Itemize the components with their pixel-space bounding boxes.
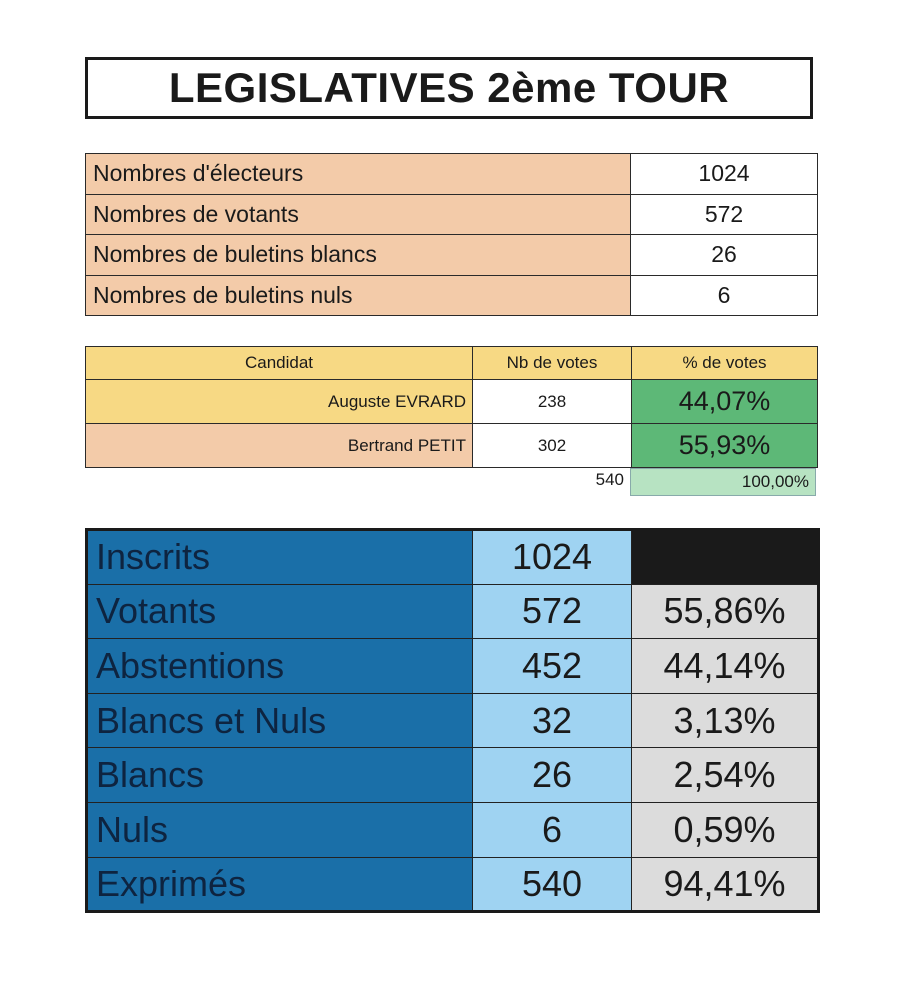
- candidate-votes: 302: [473, 424, 632, 468]
- result-value: 1024: [473, 530, 632, 585]
- result-pct: 3,13%: [632, 693, 819, 748]
- result-pct: [632, 530, 819, 585]
- result-label: Inscrits: [87, 530, 473, 585]
- page-title: LEGISLATIVES 2ème TOUR: [85, 57, 813, 119]
- candidate-name: Auguste EVRARD: [86, 380, 473, 424]
- table-header-row: [86, 347, 818, 380]
- result-value: 540: [473, 857, 632, 912]
- table-row: [86, 235, 818, 276]
- result-label: Votants: [87, 584, 473, 639]
- summary-label: Nombres de buletins blancs: [86, 235, 631, 276]
- result-label: Blancs: [87, 748, 473, 803]
- table-row: [86, 275, 818, 316]
- table-row: [87, 530, 819, 585]
- candidate-votes: 238: [473, 380, 632, 424]
- table-row: [87, 693, 819, 748]
- summary-value: 6: [631, 275, 818, 316]
- table-row: [87, 748, 819, 803]
- results-table: [85, 528, 820, 913]
- summary-value: 1024: [631, 154, 818, 195]
- table-row: [86, 154, 818, 195]
- candidate-pct: 44,07%: [632, 380, 818, 424]
- table-row: [87, 802, 819, 857]
- result-label: Abstentions: [87, 639, 473, 694]
- result-value: 572: [473, 584, 632, 639]
- candidate-name: Bertrand PETIT: [86, 424, 473, 468]
- result-pct: 55,86%: [632, 584, 819, 639]
- summary-table: [85, 153, 818, 316]
- table-row: [87, 857, 819, 912]
- table-row: [86, 380, 818, 424]
- summary-label: Nombres de votants: [86, 194, 631, 235]
- result-value: 32: [473, 693, 632, 748]
- result-pct: 0,59%: [632, 802, 819, 857]
- table-row: [87, 584, 819, 639]
- table-row: [86, 424, 818, 468]
- column-header-votes: Nb de votes: [473, 347, 632, 380]
- column-header-candidat: Candidat: [86, 347, 473, 380]
- summary-value: 26: [631, 235, 818, 276]
- table-row: [86, 194, 818, 235]
- total-votes: 540: [595, 470, 624, 489]
- result-label: Blancs et Nuls: [87, 693, 473, 748]
- result-value: 6: [473, 802, 632, 857]
- summary-label: Nombres de buletins nuls: [86, 275, 631, 316]
- candidates-table: [85, 346, 818, 468]
- result-pct: 2,54%: [632, 748, 819, 803]
- candidate-pct: 55,93%: [632, 424, 818, 468]
- result-value: 452: [473, 639, 632, 694]
- result-value: 26: [473, 748, 632, 803]
- summary-value: 572: [631, 194, 818, 235]
- result-label: Exprimés: [87, 857, 473, 912]
- summary-label: Nombres d'électeurs: [86, 154, 631, 195]
- table-row: [87, 639, 819, 694]
- result-label: Nuls: [87, 802, 473, 857]
- total-pct: 100,00%: [630, 468, 816, 496]
- result-pct: 44,14%: [632, 639, 819, 694]
- result-pct: 94,41%: [632, 857, 819, 912]
- column-header-pct: % de votes: [632, 347, 818, 380]
